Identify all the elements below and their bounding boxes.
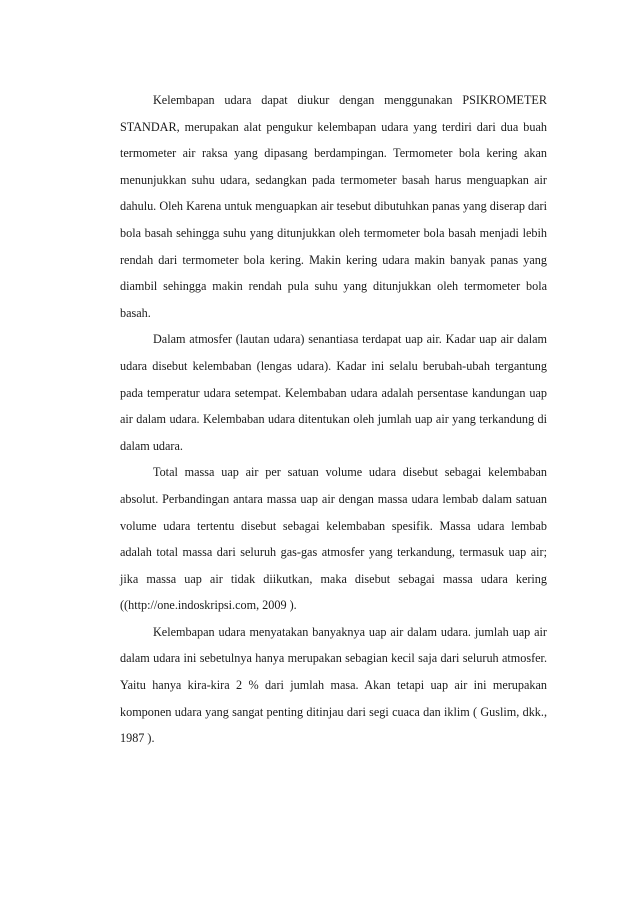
paragraph-kelembaban-absolut: Total massa uap air per satuan volume udara disebut sebagai kelembaban absolut. Perbandingan antara massa uap air dengan massa udara lembab dalam satuan volume udara tertentu disebut sebagai kelembaban spesifik. Massa udara lembab adalah total massa dari seluruh gas-gas atmosfer yang terkandung, termasuk uap air; jika massa uap air tidak diikutkan, maka disebut sebagai massa udara kering ((http://one.indoskripsi.com, 2009 ). xyxy=(120,465,547,613)
paragraph-psikrometer: Kelembapan udara dapat diukur dengan menggunakan PSIKROMETER STANDAR, merupakan alat pengukur kelembapan udara yang terdiri dari dua buah termometer air raksa yang dipasang berdampingan. Termometer bola kering akan menunjukkan suhu udara, sedangkan pada termometer basah harus menguapkan air dahulu. Oleh Karena untuk menguapkan air tesebut dibutuhkan panas yang diserap dari bola basah sehingga suhu yang ditunjukkan oleh termometer bola basah menjadi lebih rendah dari termometer bola kering. Makin kering udara makin banyak panas yang diambil sehingga makin rendah pula suhu yang ditunjukkan oleh termometer bola basah. xyxy=(120,93,547,320)
paragraph-uap-air: Kelembapan udara menyatakan banyaknya uap air dalam udara. jumlah uap air dalam udara ini sebetulnya hanya merupakan sebagian kecil saja dari seluruh atmosfer. Yaitu hanya kira-kira 2 % dari jumlah masa. Akan tetapi uap air ini merupakan komponen udara yang sangat penting ditinjau dari segi cuaca dan iklim ( Guslim, dkk., 1987 ). xyxy=(120,624,547,746)
paragraph-kelembaban-atmosfer: Dalam atmosfer (lautan udara) senantiasa terdapat uap air. Kadar uap air dalam udara disebut kelembaban (lengas udara). Kadar ini selalu berubah-ubah tergantung pada temperatur udara setempat. Kelembaban udara adalah persentase kandungan uap air dalam udara. Kelembaban udara ditentukan oleh jumlah uap air yang terkandung di dalam udara. xyxy=(120,332,547,453)
document-body xyxy=(120,87,547,752)
